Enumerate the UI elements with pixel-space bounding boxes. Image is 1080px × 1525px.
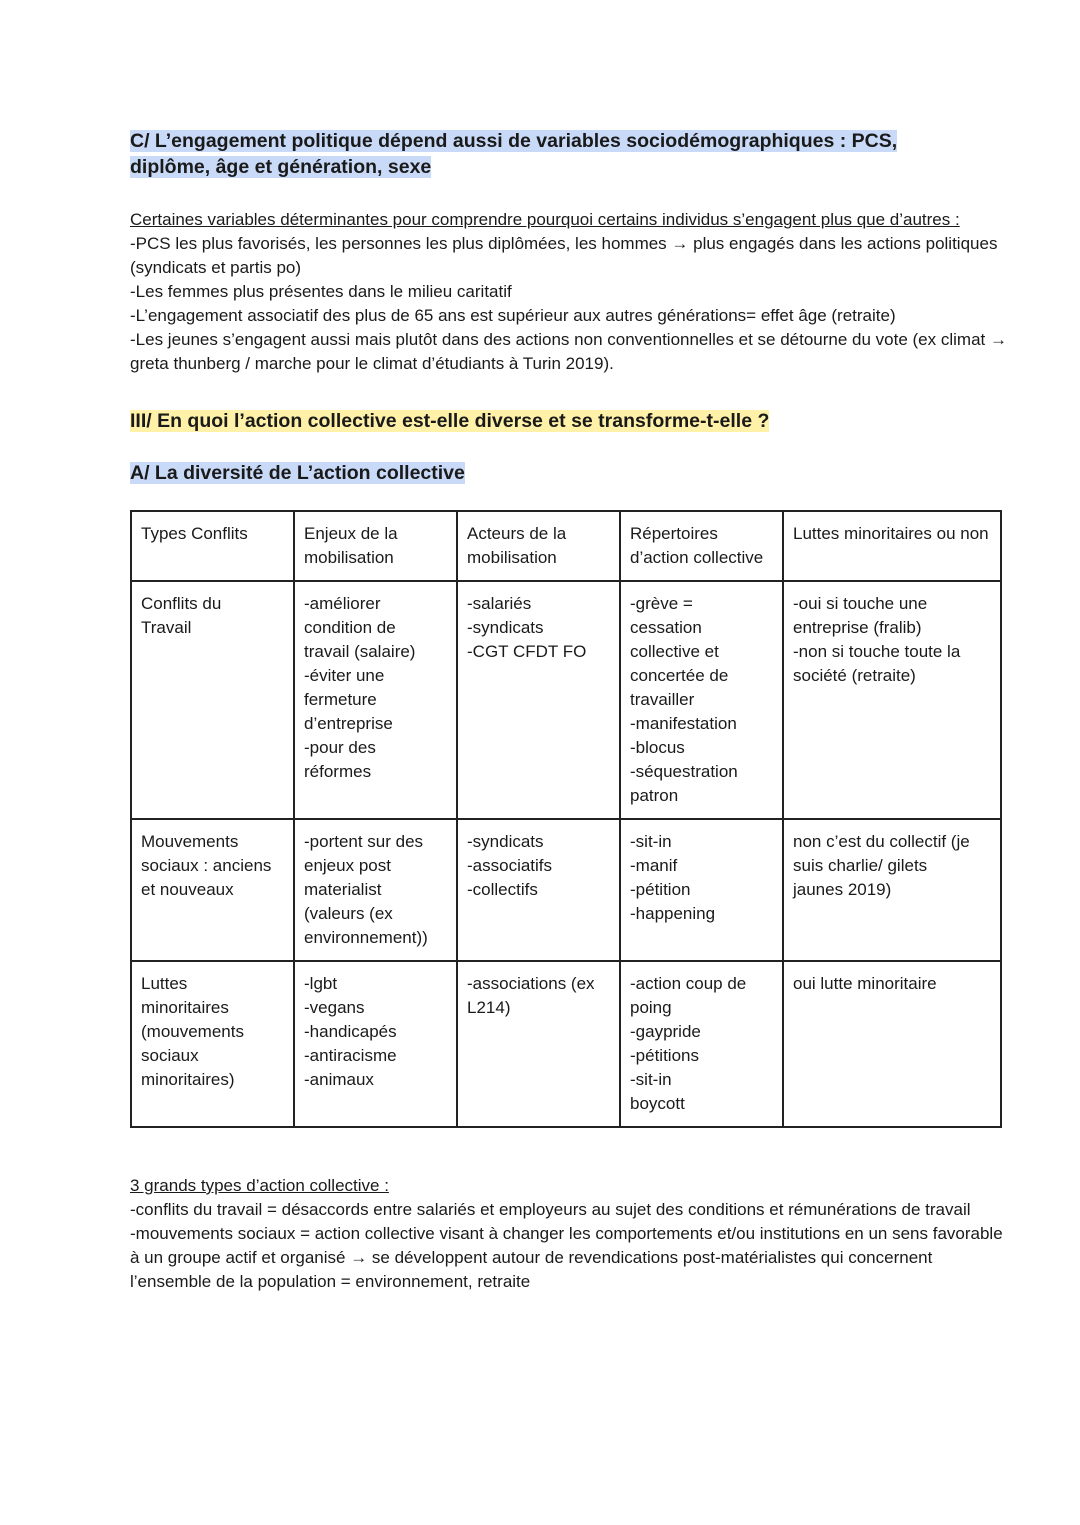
- header-repertoires: Répertoires d’action collective: [620, 511, 783, 581]
- section-c-heading: [130, 128, 1010, 180]
- table-cell-type: [131, 819, 294, 961]
- section-a-heading: [130, 460, 1010, 486]
- cell-line: condition de: [304, 618, 396, 637]
- table-cell-repertoires: [620, 819, 783, 961]
- section-a-title: A/ La diversité de L’action collective: [130, 462, 465, 484]
- cell-line: L214): [467, 998, 511, 1017]
- cell-line: (mouvements: [141, 1022, 244, 1041]
- table-cell-enjeux: [294, 819, 457, 961]
- cell-line: jaunes 2019): [793, 880, 892, 899]
- section-c-bullet: -L’engagement associatif des plus de 65 ans est supérieur aux autres générations= effet âge (retraite): [130, 306, 896, 325]
- section-iii-heading: [130, 408, 1010, 434]
- cell-line: non c’est du collectif (je: [793, 832, 970, 851]
- cell-line: -pétition: [630, 880, 691, 899]
- table-row: [131, 581, 1001, 819]
- cell-line: entreprise (fralib): [793, 618, 922, 637]
- section-c-bullet: -PCS les plus favorisés, les personnes les plus diplômées, les hommes → plus engagés dans les actions politiques (syndicats et partis po): [130, 234, 998, 277]
- cell-line: -antiracisme: [304, 1046, 397, 1065]
- cell-line: société (retraite): [793, 666, 916, 685]
- cell-line: -sit-in: [630, 832, 672, 851]
- cell-line: Conflits du: [141, 594, 222, 613]
- cell-line: -action coup de: [630, 974, 747, 993]
- cell-line: Travail: [141, 618, 192, 637]
- table-cell-luttes: [783, 581, 1001, 819]
- cell-line: -salariés: [467, 594, 532, 613]
- cell-line: -CGT CFDT FO: [467, 642, 587, 661]
- section-c-bullet: -Les jeunes s’engagent aussi mais plutôt dans des actions non conventionnelles et se détourne du vote (ex climat → greta thunberg / marche pour le climat d’étudiants à Turin 2019).: [130, 330, 1007, 373]
- cell-line: boycott: [630, 1094, 685, 1113]
- table-header-row: [131, 511, 1001, 581]
- cell-line: poing: [630, 998, 672, 1017]
- cell-line: -gaypride: [630, 1022, 701, 1041]
- cell-line: travailler: [630, 690, 695, 709]
- header-acteurs: Acteurs de la mobilisation: [457, 511, 620, 581]
- cell-line: -vegans: [304, 998, 365, 1017]
- summary-block: [130, 1174, 1010, 1294]
- summary-intro: 3 grands types d’action collective :: [130, 1176, 389, 1195]
- cell-line: oui lutte minoritaire: [793, 974, 937, 993]
- section-iii-title: III/ En quoi l’action collective est-elle diverse et se transforme-t-elle ?: [130, 410, 770, 432]
- cell-line: suis charlie/ gilets: [793, 856, 928, 875]
- cell-line: et nouveaux: [141, 880, 234, 899]
- cell-line: -blocus: [630, 738, 685, 757]
- cell-line: minoritaires): [141, 1070, 235, 1089]
- cell-line: concertée de: [630, 666, 729, 685]
- section-c-title-line1: C/ L’engagement politique dépend aussi de variables sociodémographiques : PCS,: [130, 130, 898, 152]
- cell-line: -sit-in: [630, 1070, 672, 1089]
- section-c-bullet: -Les femmes plus présentes dans le milieu caritatif: [130, 282, 512, 301]
- cell-line: -éviter une: [304, 666, 385, 685]
- table-cell-luttes: [783, 819, 1001, 961]
- cell-line: -collectifs: [467, 880, 538, 899]
- cell-line: -grève =: [630, 594, 693, 613]
- cell-line: -manif: [630, 856, 678, 875]
- header-enjeux: Enjeux de la mobilisation: [294, 511, 457, 581]
- cell-line: -séquestration: [630, 762, 738, 781]
- cell-line: Mouvements: [141, 832, 239, 851]
- document-page: [130, 128, 1010, 1294]
- cell-line: Luttes: [141, 974, 188, 993]
- table-cell-acteurs: [457, 819, 620, 961]
- table-cell-type: [131, 961, 294, 1127]
- cell-line: patron: [630, 786, 679, 805]
- table-cell-repertoires: [620, 581, 783, 819]
- cell-line: minoritaires: [141, 998, 229, 1017]
- table-cell-type: [131, 581, 294, 819]
- cell-line: -pour des: [304, 738, 376, 757]
- cell-line: cessation: [630, 618, 702, 637]
- summary-bullet: -mouvements sociaux = action collective visant à changer les comportements et/ou institutions en un sens favorable à un groupe actif et organisé → se développent autour de revendications post-matérialistes qui concernent l’ensemble de la population = environnement, retraite: [130, 1224, 1003, 1291]
- table-body: [131, 581, 1001, 1127]
- cell-line: -syndicats: [467, 832, 544, 851]
- cell-line: -syndicats: [467, 618, 544, 637]
- cell-line: réformes: [304, 762, 372, 781]
- header-types-conflits: Types Conflits: [131, 511, 294, 581]
- cell-line: collective et: [630, 642, 719, 661]
- cell-line: -manifestation: [630, 714, 737, 733]
- cell-line: -animaux: [304, 1070, 374, 1089]
- table-cell-acteurs: [457, 581, 620, 819]
- cell-line: -portent sur des: [304, 832, 424, 851]
- cell-line: -lgbt: [304, 974, 338, 993]
- table-row: [131, 819, 1001, 961]
- table-cell-acteurs: [457, 961, 620, 1127]
- collective-action-table: [130, 510, 1002, 1128]
- table-row: [131, 961, 1001, 1127]
- summary-bullet: -conflits du travail = désaccords entre salariés et employeurs au sujet des conditions et rémunérations de travail: [130, 1200, 971, 1219]
- section-c-intro: Certaines variables déterminantes pour comprendre pourquoi certains individus s’engagent plus que d’autres :: [130, 210, 960, 229]
- cell-line: sociaux: [141, 1046, 199, 1065]
- cell-line: sociaux : anciens: [141, 856, 272, 875]
- table-cell-enjeux: [294, 961, 457, 1127]
- cell-line: enjeux post: [304, 856, 391, 875]
- table-cell-enjeux: [294, 581, 457, 819]
- cell-line: -oui si touche une: [793, 594, 928, 613]
- cell-line: -associations (ex: [467, 974, 595, 993]
- cell-line: -happening: [630, 904, 716, 923]
- table-cell-repertoires: [620, 961, 783, 1127]
- cell-line: -non si touche toute la: [793, 642, 961, 661]
- cell-line: -pétitions: [630, 1046, 699, 1065]
- cell-line: d’entreprise: [304, 714, 393, 733]
- cell-line: (valeurs (ex: [304, 904, 393, 923]
- cell-line: environnement)): [304, 928, 428, 947]
- cell-line: -associatifs: [467, 856, 553, 875]
- header-luttes: Luttes minoritaires ou non: [783, 511, 1001, 581]
- section-c-body: [130, 208, 1010, 376]
- table-cell-luttes: [783, 961, 1001, 1127]
- cell-line: travail (salaire): [304, 642, 416, 661]
- cell-line: fermeture: [304, 690, 377, 709]
- cell-line: materialist: [304, 880, 382, 899]
- section-c-title-line2: diplôme, âge et génération, sexe: [130, 156, 432, 178]
- cell-line: -améliorer: [304, 594, 381, 613]
- cell-line: -handicapés: [304, 1022, 397, 1041]
